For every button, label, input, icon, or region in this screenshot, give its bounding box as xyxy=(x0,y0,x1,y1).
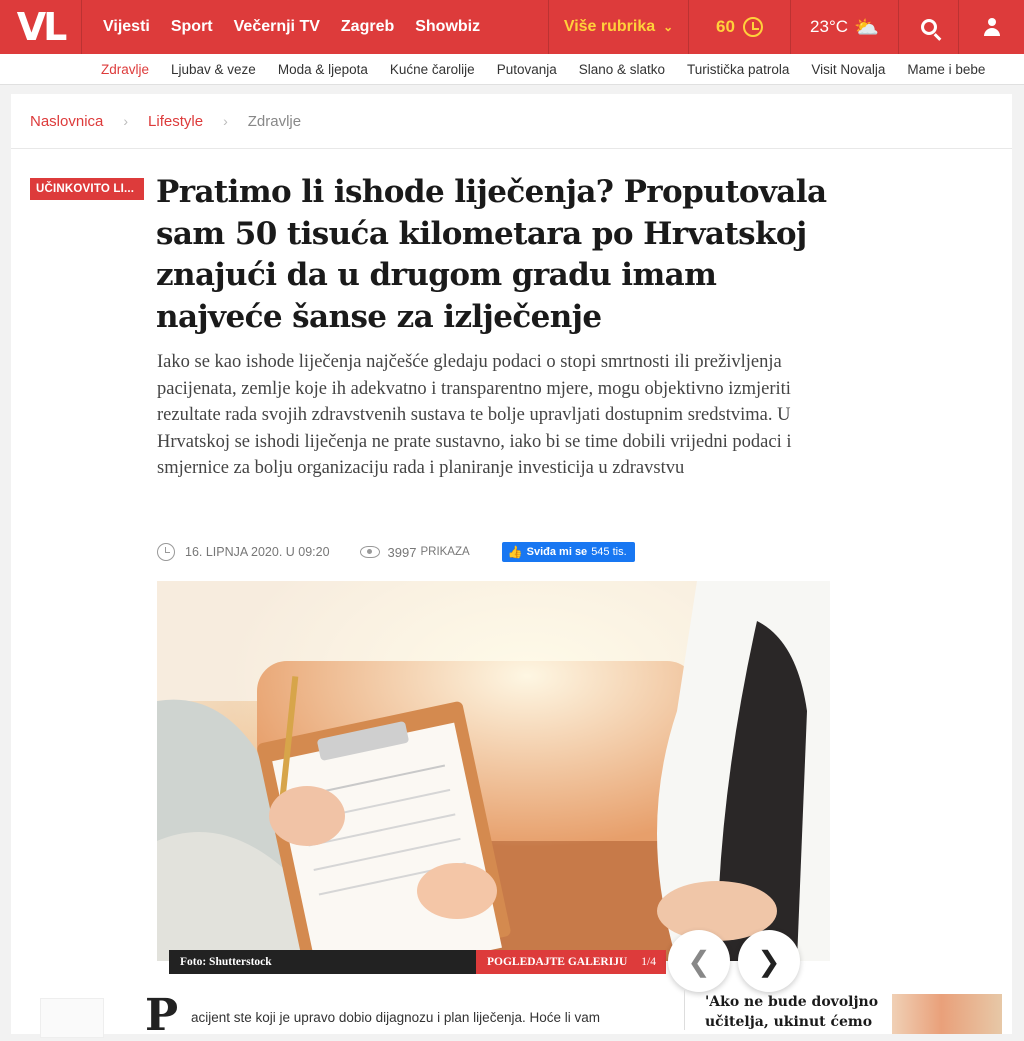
partly-cloudy-icon: ⛅ xyxy=(854,16,879,39)
subnav-item-zdravlje[interactable]: Zdravlje xyxy=(101,61,150,77)
main-nav xyxy=(82,0,480,54)
article-body-start: acijent ste koji je upravo dobio dijagnozu i plan liječenja. Hoće li vam xyxy=(191,1010,600,1025)
article-tag[interactable]: UČINKOVITO LI... xyxy=(30,178,144,200)
nav-item-zagreb[interactable]: Zagreb xyxy=(340,18,395,35)
weather-widget[interactable] xyxy=(790,0,898,54)
gallery-counter: 1/4 xyxy=(641,956,656,968)
subnav-item-putovanja[interactable]: Putovanja xyxy=(496,61,557,77)
subnav-item-ljubav-veze[interactable]: Ljubav & veze xyxy=(171,61,256,77)
breadcrumb-current: Zdravlje xyxy=(247,112,302,130)
history-clock-icon xyxy=(743,17,763,37)
publish-date: 16. LIPNJA 2020. U 09:20 xyxy=(185,545,330,559)
nav-item-sport[interactable]: Sport xyxy=(170,18,213,35)
temperature: 23°C xyxy=(810,17,849,36)
gallery-prev-button[interactable] xyxy=(668,930,730,992)
search-icon xyxy=(921,19,937,35)
eye-icon xyxy=(360,546,380,558)
article-photo[interactable] xyxy=(157,581,830,961)
latest-news-counter[interactable] xyxy=(688,0,790,54)
top-navigation-bar xyxy=(0,0,1024,54)
article-title: Pratimo li ishode liječenja? Proputovala sam 50 tisuća kilometara po Hrvatskoj znajući da u drugom gradu imam najveće šanse za izlječenje xyxy=(156,174,827,335)
facebook-like-button[interactable] xyxy=(502,542,635,562)
nav-item-vecernji-tv[interactable]: Večernji TV xyxy=(233,18,320,35)
breadcrumb-lifestyle[interactable]: Lifestyle xyxy=(148,112,204,130)
nav-item-vijesti[interactable]: Vijesti xyxy=(103,18,150,35)
sidebar-divider xyxy=(684,990,685,1030)
chevron-right-icon: ❯ xyxy=(757,945,781,977)
subnav-item-kucne-carolije[interactable]: Kućne čarolije xyxy=(389,61,475,77)
nav-item-showbiz[interactable]: Showbiz xyxy=(415,18,481,35)
article-lead: Iako se kao ishode liječenja najčešće gledaju podaci o stopi smrtnosti ili preživljenja pacijenata, zemlje koje ih adekvatno i transparentno mjere, mogu objektivno izmjeriti rezultate rada svojih zdravstvenih sustava te bolje upravljati dostupnim sredstvima. U Hrvatskoj se ishodi liječenja ne prate sustavno, iako bi se time dobili vrijedni podaci i smjernice za bolju organizaciju rada i planiranje investicija u zdravstvu xyxy=(157,352,792,478)
like-count: 545 tis. xyxy=(591,546,627,558)
photo-illustration xyxy=(157,581,830,961)
article-card xyxy=(11,94,1012,1041)
user-account-button[interactable] xyxy=(958,0,1024,54)
drop-cap: P xyxy=(145,990,179,1041)
user-icon xyxy=(983,18,1001,36)
subnav-item-turisticka-patrola[interactable]: Turistička patrola xyxy=(687,61,790,77)
subnav-item-mame-i-bebe[interactable]: Mame i bebe xyxy=(907,61,986,77)
gallery-next-button[interactable] xyxy=(738,930,800,992)
chevron-right-icon: › xyxy=(223,113,228,129)
article-meta xyxy=(157,540,635,564)
more-sections-label: Više rubrika xyxy=(563,18,656,35)
clock-icon xyxy=(157,543,175,561)
subnav-item-moda-ljepota[interactable]: Moda & ljepota xyxy=(277,61,368,77)
subnav-item-slano-slatko[interactable]: Slano & slatko xyxy=(578,61,666,77)
thumbs-up-icon: 👍 xyxy=(507,545,523,559)
gallery-label: POGLEDAJTE GALERIJU xyxy=(487,956,628,968)
news-count: 60 xyxy=(716,17,735,36)
sidebar-story-title[interactable]: 'Ako ne bude dovoljno učitelja, ukinut ćemo xyxy=(705,994,879,1030)
sub-navigation xyxy=(0,54,1024,85)
author-logo xyxy=(40,998,104,1038)
breadcrumb xyxy=(11,94,1012,149)
breadcrumb-home[interactable]: Naslovnica xyxy=(30,112,104,130)
subnav-item-visit-novalja[interactable]: Visit Novalja xyxy=(811,61,886,77)
more-sections-dropdown[interactable] xyxy=(548,0,688,54)
site-logo[interactable]: VL xyxy=(0,0,82,54)
chevron-left-icon: ❮ xyxy=(687,945,711,977)
view-count-label: PRIKAZA xyxy=(420,546,470,558)
view-gallery-button[interactable] xyxy=(476,950,666,974)
view-count: 3997 xyxy=(387,544,417,560)
chevron-down-icon: ⌄ xyxy=(663,20,674,34)
photo-caption: Foto: Shutterstock xyxy=(169,950,476,974)
sidebar-story-thumbnail[interactable] xyxy=(892,994,1002,1034)
like-label: Sviđa mi se xyxy=(526,546,588,558)
search-button[interactable] xyxy=(898,0,958,54)
chevron-right-icon: › xyxy=(123,113,129,129)
